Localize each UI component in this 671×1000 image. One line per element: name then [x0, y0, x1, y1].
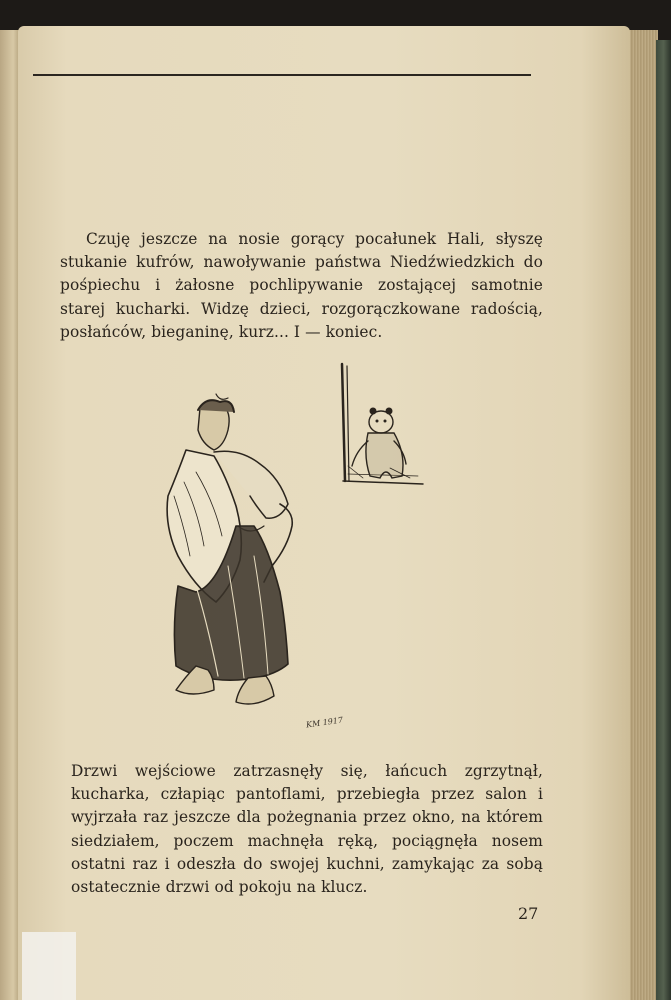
page-number: 27 — [518, 904, 539, 923]
teddy-bear-window — [342, 364, 423, 484]
book-page — [18, 26, 630, 1000]
crying-cook-figure — [167, 394, 292, 704]
library-stamp-corner — [22, 932, 76, 1000]
page-stack-edges — [628, 30, 658, 1000]
illustration-signature: KM 1917 — [305, 715, 344, 730]
paragraph-1: Czuję jeszcze na nosie gorący pocałunek Hali, słyszę stukanie kufrów, nawoływanie państwa Niedźwiedzkich do pośpiechu i żałosne pochlipywanie zostającej samotnie starej kucharki. Widzę dzieci, rozgorączkowane radością, posłańców, bieganinę, kurz... I — koniec. — [60, 230, 543, 341]
paragraph-2: Drzwi wejściowe zatrzasnęły się, łańcuch zgrzytnął, kucharka, człapiąc pantoflami, przebiegła przez salon i wyjrzała raz jeszcze dla pożegnania przez okno, na którem siedziałem, poczem machnęła ręką, pociągnęła nosem ostatni raz i odeszła do swojej kuchni, zamykając za sobą ostatecznie drzwi od pokoju na klucz. — [71, 762, 543, 897]
book-cover-edge — [656, 40, 671, 1000]
